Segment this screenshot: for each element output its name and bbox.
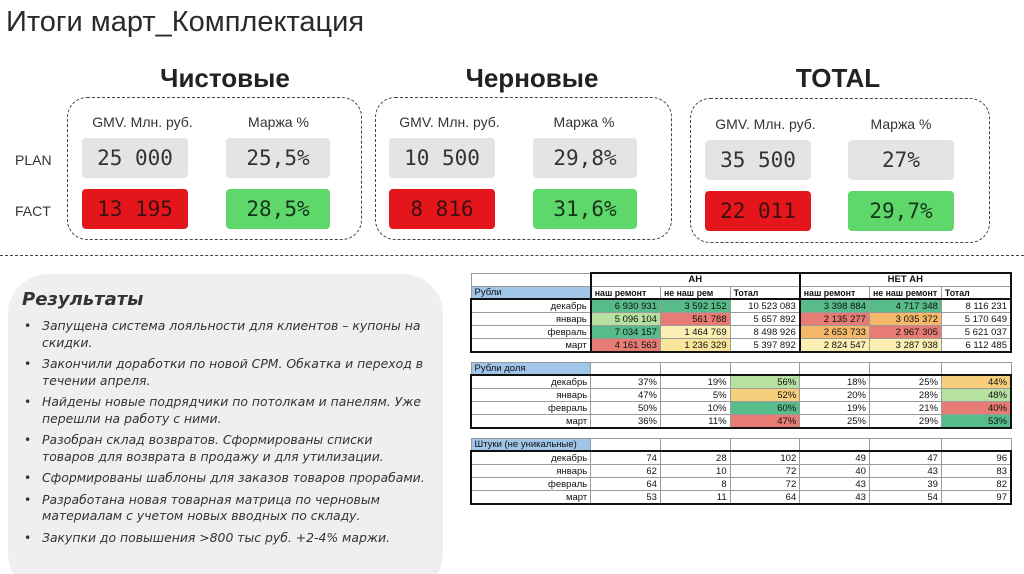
table-cell[interactable]: 5 621 037 [941, 326, 1011, 339]
results-item: • Разобран склад возвратов. Сформированы списки товаров для возврата в продажу и для утилизации. [24, 432, 384, 464]
table-cell[interactable]: 6 112 485 [941, 339, 1011, 352]
fact-gmv-value: 22 011 [705, 191, 811, 231]
page-title: Итоги март_Комплектация [6, 6, 365, 38]
plan-gmv-value: 25 000 [82, 138, 188, 178]
table-cell[interactable]: 48% [941, 389, 1011, 402]
table-cell[interactable]: декабрь [471, 451, 591, 464]
table-row [471, 313, 1011, 326]
table-cell[interactable]: 72 [730, 478, 800, 491]
table-row [471, 375, 1011, 388]
table-cell[interactable]: 28 [660, 451, 730, 464]
table-row [471, 402, 1011, 415]
table-cell[interactable]: 96 [941, 451, 1011, 464]
table-cell[interactable]: 3 398 884 [800, 299, 870, 312]
section-label-share[interactable]: Рубли доля [471, 362, 591, 375]
table-cell[interactable]: январь [471, 313, 591, 326]
results-item: • Сформированы шаблоны для заказов товаров прорабами. [24, 470, 425, 485]
table-row [471, 339, 1011, 352]
table-cell[interactable]: 4 161 563 [591, 339, 661, 352]
table-cell[interactable]: 20% [800, 389, 870, 402]
table-cell[interactable]: февраль [471, 478, 591, 491]
table-row [471, 415, 1011, 428]
table-cell[interactable]: декабрь [471, 375, 591, 388]
spreadsheet [470, 272, 1012, 572]
table-cell[interactable]: 49 [800, 451, 870, 464]
table-row [471, 491, 1011, 504]
table-cell[interactable]: 40 [800, 464, 870, 477]
bullet-icon: • [24, 394, 32, 409]
table-cell[interactable]: март [471, 415, 591, 428]
table-cell[interactable]: 11 [660, 491, 730, 504]
margin-column-label: Маржа % [553, 114, 615, 130]
column-header[interactable]: наш ремонт [591, 286, 661, 299]
table-cell[interactable]: 3 035 372 [869, 313, 941, 326]
kpi-heading-total: TOTAL [795, 63, 881, 93]
plan-gmv-value: 10 500 [389, 138, 495, 178]
bullet-icon: • [24, 356, 32, 371]
table-cell[interactable]: 53% [941, 415, 1011, 428]
column-header[interactable]: наш ремонт [800, 286, 870, 299]
fact-gmv-value: 13 195 [82, 189, 188, 229]
plan-margin-value: 27% [848, 140, 954, 180]
results-title: Результаты [22, 289, 144, 310]
table-cell[interactable]: 561 788 [660, 313, 730, 326]
column-header[interactable]: Тотал [730, 286, 800, 299]
table-cell[interactable]: 43 [869, 464, 941, 477]
table-cell[interactable]: 83 [941, 464, 1011, 477]
table-cell[interactable]: март [471, 491, 591, 504]
bullet-icon: • [24, 491, 32, 507]
table-cell[interactable]: 39 [869, 478, 941, 491]
table-cell[interactable]: 82 [941, 478, 1011, 491]
plan-gmv-value: 35 500 [705, 140, 811, 180]
kpi-heading-finish: Чистовые [160, 63, 290, 93]
kpi-heading-rough: Черновые [465, 63, 599, 93]
fact-gmv-value: 8 816 [389, 189, 495, 229]
table-row [471, 389, 1011, 402]
group-header-ah[interactable]: АН [591, 273, 800, 286]
fact-margin-value: 29,7% [848, 191, 954, 231]
table-cell[interactable]: 18% [800, 375, 870, 388]
gmv-column-label: GMV. Млн. руб. [399, 114, 500, 130]
table-cell[interactable]: 10 523 083 [730, 299, 800, 312]
table-cell[interactable]: 2 824 547 [800, 339, 870, 352]
table-cell[interactable]: 50% [591, 402, 661, 415]
column-header[interactable]: не наш ремонт [869, 286, 941, 299]
table-cell[interactable]: 6 930 931 [591, 299, 661, 312]
table-cell[interactable]: 10% [660, 402, 730, 415]
margin-column-label: Маржа % [248, 114, 309, 130]
table-cell[interactable]: 25% [800, 415, 870, 428]
table-cell[interactable]: 54 [869, 491, 941, 504]
table-cell[interactable]: 64 [591, 478, 661, 491]
table-cell[interactable]: 3 287 938 [869, 339, 941, 352]
section-label-units[interactable]: Штуки (не уникальные) [471, 438, 591, 451]
table-cell[interactable]: 2 967 305 [869, 326, 941, 339]
table-cell[interactable]: 56% [730, 375, 800, 388]
table-cell[interactable]: 47 [869, 451, 941, 464]
table-cell[interactable]: 10 [660, 464, 730, 477]
table-cell[interactable]: 1 464 769 [660, 326, 730, 339]
table-cell[interactable]: 2 653 733 [800, 326, 870, 339]
table-cell[interactable]: 5 170 649 [941, 313, 1011, 326]
table-cell[interactable]: 8 116 231 [941, 299, 1011, 312]
table-cell[interactable]: 43 [800, 478, 870, 491]
table-cell[interactable]: декабрь [471, 299, 591, 312]
column-header[interactable]: Тотал [941, 286, 1011, 299]
table-cell[interactable]: февраль [471, 326, 591, 339]
bullet-icon: • [24, 318, 32, 333]
table-cell[interactable]: 29% [869, 415, 941, 428]
results-list [22, 318, 427, 551]
results-item: • Запущена система лояльности для клиентов – купоны на скидки. [24, 318, 421, 350]
table-cell[interactable]: 72 [730, 464, 800, 477]
table-cell[interactable]: 25% [869, 375, 941, 388]
table-cell[interactable]: январь [471, 464, 591, 477]
table-cell[interactable]: 8 498 926 [730, 326, 800, 339]
table-row [471, 464, 1011, 477]
table-cell[interactable]: 2 135 277 [800, 313, 870, 326]
table-cell[interactable]: январь [471, 389, 591, 402]
sheet-cell[interactable] [471, 273, 591, 286]
table-cell[interactable]: 53 [591, 491, 661, 504]
section-label-rub[interactable]: Рубли [471, 286, 591, 299]
group-header-net-ah[interactable]: НЕТ АН [800, 273, 1011, 286]
table-row [471, 451, 1011, 464]
table-cell[interactable]: 64 [730, 491, 800, 504]
table-cell[interactable]: 28% [869, 389, 941, 402]
table-cell[interactable]: 47% [730, 415, 800, 428]
row-label-fact: FACT [15, 203, 51, 219]
table-cell[interactable]: 1 236 329 [660, 339, 730, 352]
bullet-icon: • [24, 470, 32, 485]
results-item: • Разработана новая товарная матрица по черновым материалам с учетом новых вводных по складу. [24, 491, 380, 523]
results-item: • Закончили доработки по новой CPM. Обкатка и переход в течении апреля. [24, 356, 424, 388]
bullet-icon: • [24, 432, 32, 447]
fact-margin-value: 28,5% [226, 189, 330, 229]
table-cell[interactable]: 5 657 892 [730, 313, 800, 326]
table-cell[interactable]: 5 397 892 [730, 339, 800, 352]
table-row [471, 478, 1011, 491]
table-cell[interactable]: 60% [730, 402, 800, 415]
table-cell[interactable]: 8 [660, 478, 730, 491]
fact-margin-value: 31,6% [533, 189, 637, 229]
table-row [471, 299, 1011, 312]
table-cell[interactable]: 43 [800, 491, 870, 504]
table-cell[interactable]: 3 592 152 [660, 299, 730, 312]
margin-column-label: Маржа % [870, 116, 932, 132]
table-cell[interactable]: март [471, 339, 591, 352]
results-item: • Закупки до повышения >800 тыс руб. +2-4% маржи. [24, 529, 391, 545]
section-divider [0, 255, 1024, 256]
table-cell[interactable]: 7 034 157 [591, 326, 661, 339]
table-cell[interactable]: 11% [660, 415, 730, 428]
table-cell[interactable]: 5 096 104 [591, 313, 661, 326]
bullet-icon: • [24, 529, 32, 545]
gmv-column-label: GMV. Млн. руб. [715, 116, 816, 132]
table-cell[interactable]: 37% [591, 375, 661, 388]
column-header[interactable]: не наш рем [660, 286, 730, 299]
plan-margin-value: 29,8% [533, 138, 637, 178]
table-cell[interactable]: 4 717 348 [869, 299, 941, 312]
table-cell[interactable]: 19% [660, 375, 730, 388]
table-cell[interactable]: 36% [591, 415, 661, 428]
table-cell[interactable]: февраль [471, 402, 591, 415]
results-item: • Найдены новые подрядчики по потолкам и панелям. Уже перешли на работу с ними. [24, 394, 422, 426]
sheet-table [470, 272, 1012, 505]
plan-margin-value: 25,5% [226, 138, 330, 178]
gmv-column-label: GMV. Млн. руб. [92, 114, 193, 130]
table-row [471, 326, 1011, 339]
table-cell[interactable]: 62 [591, 464, 661, 477]
table-cell[interactable]: 97 [941, 491, 1011, 504]
table-cell[interactable]: 40% [941, 402, 1011, 415]
table-cell[interactable]: 74 [591, 451, 661, 464]
table-cell[interactable]: 21% [869, 402, 941, 415]
table-cell[interactable]: 44% [941, 375, 1011, 388]
table-cell[interactable]: 52% [730, 389, 800, 402]
table-cell[interactable]: 19% [800, 402, 870, 415]
table-cell[interactable]: 5% [660, 389, 730, 402]
table-cell[interactable]: 102 [730, 451, 800, 464]
row-label-plan: PLAN [15, 152, 52, 168]
table-cell[interactable]: 47% [591, 389, 661, 402]
